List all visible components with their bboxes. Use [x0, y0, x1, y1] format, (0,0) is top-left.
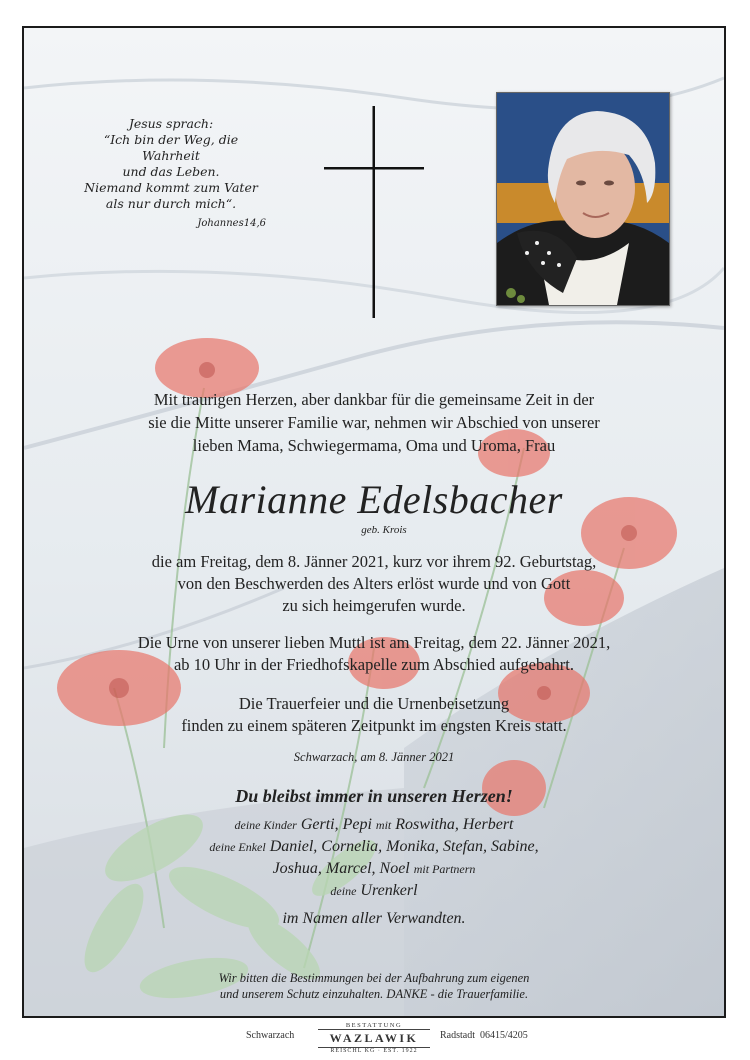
obituary-card	[22, 26, 726, 1018]
children-names-b: Roswitha, Herbert	[395, 816, 514, 833]
grandchildren-prefix: deine Enkel	[209, 840, 266, 854]
footer-location-right: Radstadt	[440, 1030, 475, 1041]
great-grandchildren-line	[64, 880, 684, 902]
verse-reference: Johannes14,6	[197, 218, 266, 229]
logo-sub: REISCHL KG · EST. 1922	[330, 1048, 418, 1054]
children-names-a: Gerti, Pepi	[300, 816, 372, 833]
children-line	[64, 814, 684, 836]
family-list	[64, 814, 684, 902]
children-prefix: deine Kinder	[234, 818, 297, 832]
portrait-photo	[496, 92, 670, 306]
details-line: von den Beschwerden des Alters erlöst wurde und von Gott	[177, 574, 571, 593]
verse-line: “Ich bin der Weg, die Wahrheit	[103, 132, 239, 163]
funeral-home-logo	[318, 1022, 430, 1054]
death-details	[64, 551, 684, 617]
grandchildren-line	[64, 836, 684, 858]
motto: Du bleibst immer in unseren Herzen!	[235, 786, 513, 806]
urn-line: ab 10 Uhr in der Friedhofskapelle zum Abschied aufgebahrt.	[173, 655, 574, 674]
urn-viewing	[64, 632, 684, 676]
ceremony-info	[64, 693, 684, 737]
portrait-image	[497, 93, 669, 305]
great-grandchildren: Urenkerl	[360, 882, 418, 899]
grandchildren-suffix: mit Partnern	[413, 862, 476, 876]
ceremony-line: finden zu einem späteren Zeitpunkt im engsten Kreis statt.	[181, 716, 567, 735]
details-line: die am Freitag, dem 8. Jänner 2021, kurz vor ihrem 92. Geburtstag,	[151, 552, 597, 571]
verse-line: Jesus sprach:	[128, 116, 214, 131]
verse-line: Niemand kommt zum Vater	[84, 180, 258, 195]
closing-note	[64, 970, 684, 1002]
relatives-line: im Namen aller Verwandten.	[282, 910, 466, 927]
note-line: und unserem Schutz einzuhalten. DANKE - die Trauerfamilie.	[219, 987, 529, 1001]
verse-line: und das Leben.	[122, 164, 220, 179]
logo-main: WAZLAWIK	[318, 1029, 430, 1048]
grandchildren-line-2	[64, 858, 684, 880]
footer-phone: 06415/4205	[480, 1030, 528, 1041]
deceased-name: Marianne Edelsbacher	[185, 477, 563, 522]
ceremony-line: Die Trauerfeier und die Urnenbeisetzung	[238, 694, 510, 713]
children-mit: mit	[375, 818, 392, 832]
great-prefix: deine	[330, 884, 357, 898]
bible-verse	[76, 116, 266, 232]
grandchildren-names-a: Daniel, Cornelia, Monika, Stefan, Sabine,	[269, 838, 539, 855]
details-line: zu sich heimgerufen wurde.	[282, 596, 466, 615]
cross-icon	[324, 106, 424, 318]
intro-line: Mit traurigen Herzen, aber dankbar für die gemeinsame Zeit in der	[153, 390, 595, 409]
footer	[0, 1022, 750, 1052]
note-line: Wir bitten die Bestimmungen bei der Aufbahrung zum eigenen	[218, 971, 530, 985]
intro-line: lieben Mama, Schwiegermama, Oma und Uroma, Frau	[192, 436, 556, 455]
urn-line: Die Urne von unserer lieben Muttl ist am Freitag, dem 22. Jänner 2021,	[137, 633, 611, 652]
intro-text	[64, 388, 684, 457]
footer-location-left: Schwarzach	[246, 1030, 295, 1041]
logo-top: BESTATTUNG	[345, 1022, 403, 1029]
intro-line: sie die Mitte unserer Familie war, nehmen wir Abschied von unserer	[148, 413, 600, 432]
grandchildren-names-b: Joshua, Marcel, Noel	[272, 860, 410, 877]
verse-line: als nur durch mich“.	[105, 196, 237, 211]
place-date: Schwarzach, am 8. Jänner 2021	[293, 750, 455, 764]
birth-name: geb. Krois	[361, 524, 407, 536]
